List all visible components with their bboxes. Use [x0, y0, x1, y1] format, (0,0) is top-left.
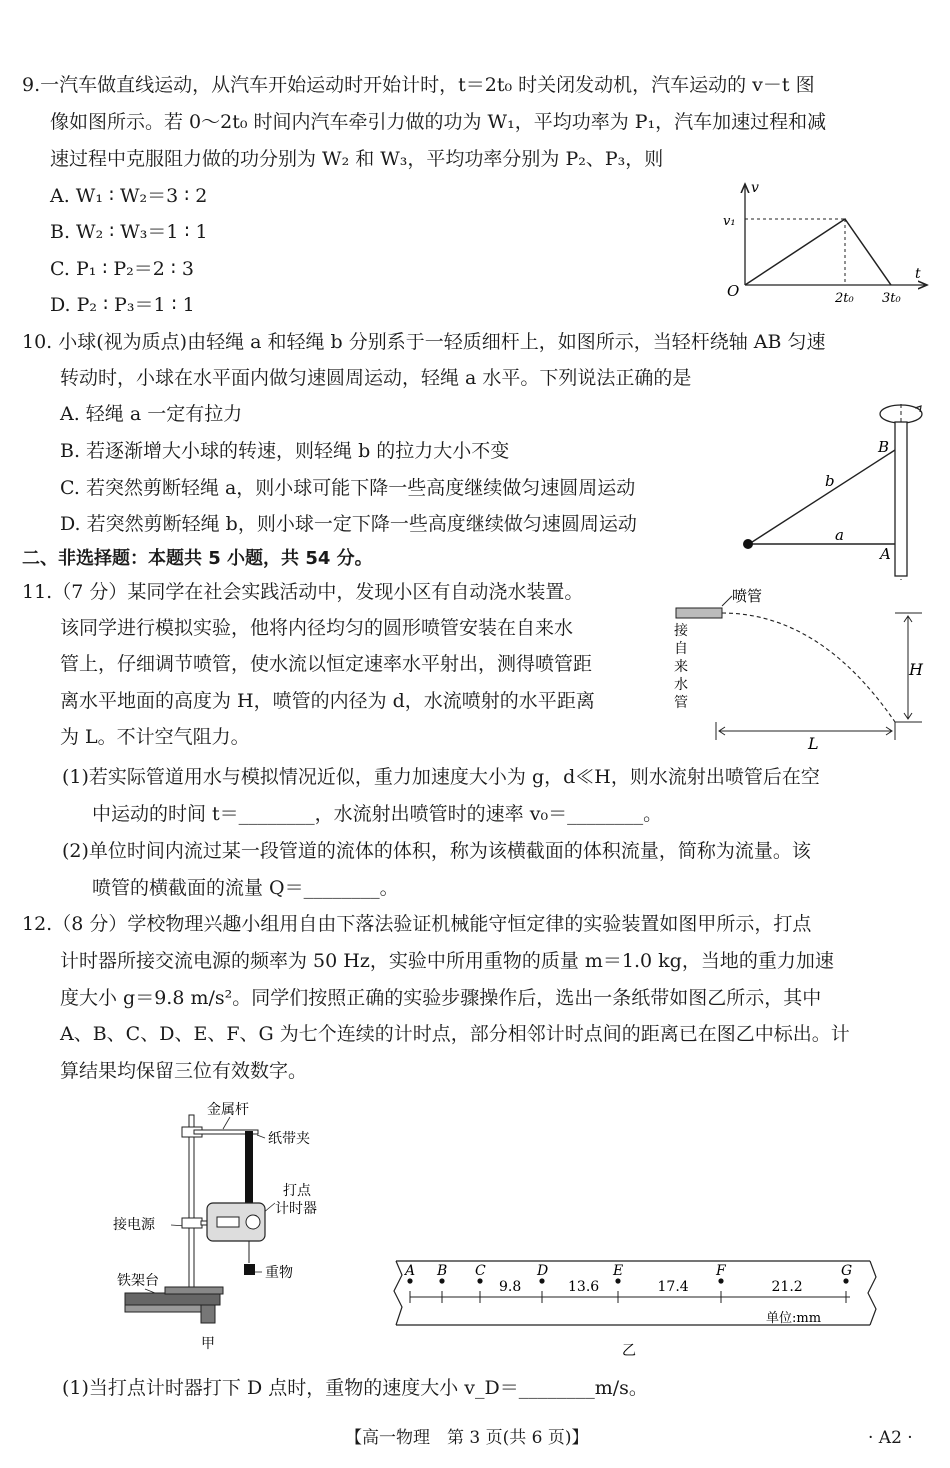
power-label: 接电源 [113, 1217, 155, 1233]
timer-label-1: 打点 [283, 1183, 311, 1199]
q9-option-c: C. P₁ ∶ P₂＝2 ∶ 3 [50, 258, 194, 280]
stand-base [125, 1293, 220, 1305]
tape-label-d: D [537, 1263, 549, 1279]
q10-option-c: C. 若突然剪断轻绳 a，则小球可能下降一些高度继续做匀速圆周运动 [60, 477, 636, 499]
tape-distance-2: 13.6 [568, 1279, 600, 1295]
pipe-label-4: 水 [674, 677, 688, 693]
tape-distance-1: 9.8 [499, 1279, 522, 1295]
label-a-point: A [880, 545, 891, 563]
stand-pole [189, 1115, 194, 1310]
q12-line-4: A、B、C、D、E、F、G 为七个连续的计时点，部分相邻计时点间的距离已在图乙中标出。计 [60, 1023, 850, 1045]
v-axis-label: v [751, 180, 759, 196]
tape-dot-b [439, 1278, 444, 1283]
q11-sub2-line-1: (2)单位时间内流过某一段管道的流体的体积，称为该横截面的体积流量，简称为流量。该 [62, 840, 811, 862]
pipe-label-3: 来 [674, 659, 688, 675]
tape-label-g: G [841, 1263, 853, 1279]
q10-line-1: 10. 小球(视为质点)由轻绳 a 和轻绳 b 分别系于一轻质细杆上，如图所示，当轻杆绕轴 AB 匀速 [22, 331, 826, 353]
tape-label-c: C [475, 1263, 486, 1279]
origin-label: O [727, 282, 740, 300]
q11-line-5: 为 L。不计空气阻力。 [60, 726, 250, 748]
q12-line-5: 算结果均保留三位有效数字。 [60, 1060, 308, 1082]
tape-distance-3: 17.4 [657, 1279, 689, 1295]
label-rope-b: b [825, 472, 835, 490]
caption-jia: 甲 [201, 1336, 215, 1352]
q11-line-1: 11.（7 分）某同学在社会实践活动中，发现小区有自动浇水装置。 [22, 581, 584, 603]
tape-label-e: E [613, 1263, 624, 1279]
tape-dot-f [718, 1278, 723, 1283]
q10-line-2: 转动时，小球在水平面内做匀速圆周运动，轻绳 a 水平。下列说法正确的是 [60, 367, 692, 389]
vt-curve [745, 219, 891, 285]
q10-option-a: A. 轻绳 a 一定有拉力 [60, 403, 243, 425]
q9-line-3: 速过程中克服阻力做的功分别为 W₂ 和 W₃，平均功率分别为 P₂、P₃，则 [50, 148, 664, 170]
clip-label: 纸带夹 [268, 1131, 310, 1147]
q9-option-b: B. W₂ ∶ W₃＝1 ∶ 1 [50, 221, 208, 243]
rope-b [749, 450, 895, 544]
q12-sub1: (1)当打点计时器打下 D 点时，重物的速度大小 v_D＝________m/s。 [62, 1377, 648, 1399]
pipe-label-5: 管 [674, 695, 688, 711]
q12-line-1: 12.（8 分）学校物理兴趣小组用自由下落法验证机械能守恒定律的实验装置如图甲所示，打点 [22, 913, 812, 935]
tape-dot-e [615, 1278, 620, 1283]
t-axis-label: t [915, 266, 921, 282]
rod-label: 金属杆 [207, 1102, 249, 1118]
unit-label: 单位:mm [766, 1311, 822, 1326]
pipe-label-2: 自 [674, 641, 688, 657]
timer-label-2: 计时器 [275, 1201, 317, 1217]
ball [743, 539, 753, 549]
paper-tape-figure-yi [390, 1255, 880, 1360]
nozzle [676, 608, 722, 618]
tape-distance-4: 21.2 [771, 1279, 803, 1295]
tape-dot-a [407, 1278, 412, 1283]
q11-sub1-line-2: 中运动的时间 t＝________，水流射出喷管时的速率 v₀＝________。 [92, 803, 663, 825]
vt-graph [715, 178, 935, 308]
caption-yi: 乙 [622, 1343, 636, 1359]
q9-option-a: A. W₁ ∶ W₂＝3 ∶ 2 [50, 185, 208, 207]
q12-line-2: 计时器所接交流电源的频率为 50 Hz，实验中所用重物的质量 m＝1.0 kg，当地的重力加速 [60, 950, 834, 972]
light-rod [895, 422, 907, 576]
rotating-rod-figure [735, 398, 935, 583]
l-label: L [808, 734, 819, 753]
tape-label-a: A [405, 1263, 416, 1279]
q11-line-3: 管上，仔细调节喷管，使水流以恒定速率水平射出，测得喷管距 [60, 653, 593, 675]
q11-sub2-line-2: 喷管的横截面的流量 Q＝________。 [92, 877, 399, 899]
pipe-label-1: 接 [674, 623, 688, 639]
nozzle-label: 喷管 [732, 587, 763, 605]
footer-code: · A2 · [868, 1428, 913, 1448]
tape-dot-g [843, 1278, 848, 1283]
tape-label-b: B [437, 1263, 448, 1279]
footer-page-info: 【高一物理 第 3 页(共 6 页)】 [345, 1428, 589, 1448]
water-jet-figure [670, 580, 935, 755]
label-b-point: B [878, 438, 890, 456]
water-trajectory [722, 613, 895, 722]
q10-option-b: B. 若逐渐增大小球的转速，则轻绳 b 的拉力大小不变 [60, 440, 510, 462]
weight-label: 重物 [265, 1265, 293, 1281]
weight-block [244, 1264, 255, 1275]
q9-line-1: 9.一汽车做直线运动，从汽车开始运动时开始计时，t＝2t₀ 时关闭发动机，汽车运动的 v－t 图 [22, 74, 815, 96]
q11-sub1-line-1: (1)若实际管道用水与模拟情况近似，重力加速度大小为 g，d≪H，则水流射出喷管后在空 [62, 766, 820, 788]
tape-label-f: F [716, 1263, 726, 1279]
q11-line-2: 该同学进行模拟实验，他将内径均匀的圆形喷管安装在自来水 [60, 617, 574, 639]
stand-label: 铁架台 [117, 1273, 159, 1289]
q9-option-d: D. P₂ ∶ P₃＝1 ∶ 1 [50, 294, 195, 316]
3t0-label: 3t₀ [882, 291, 901, 306]
q9-line-2: 像如图所示。若 0～2t₀ 时间内汽车牵引力做的功为 W₁，平均功率为 P₁，汽车加速过程和减 [50, 111, 827, 133]
2t0-label: 2t₀ [835, 291, 854, 306]
tape-dot-c [477, 1278, 482, 1283]
apparatus-figure-jia [105, 1095, 345, 1360]
tape-dot-d [539, 1278, 544, 1283]
section-2-heading: 二、非选择题：本题共 5 小题，共 54 分。 [22, 548, 373, 569]
label-rope-a: a [835, 526, 844, 544]
q12-line-3: 度大小 g＝9.8 m/s²。同学们按照正确的实验步骤操作后，选出一条纸带如图乙所示，其中 [60, 987, 822, 1009]
v1-label: v₁ [723, 214, 736, 229]
q11-line-4: 离水平地面的高度为 H，喷管的内径为 d，水流喷射的水平距离 [60, 690, 595, 712]
h-label: H [909, 660, 923, 679]
q10-option-d: D. 若突然剪断轻绳 b，则小球一定下降一些高度继续做匀速圆周运动 [60, 513, 637, 535]
